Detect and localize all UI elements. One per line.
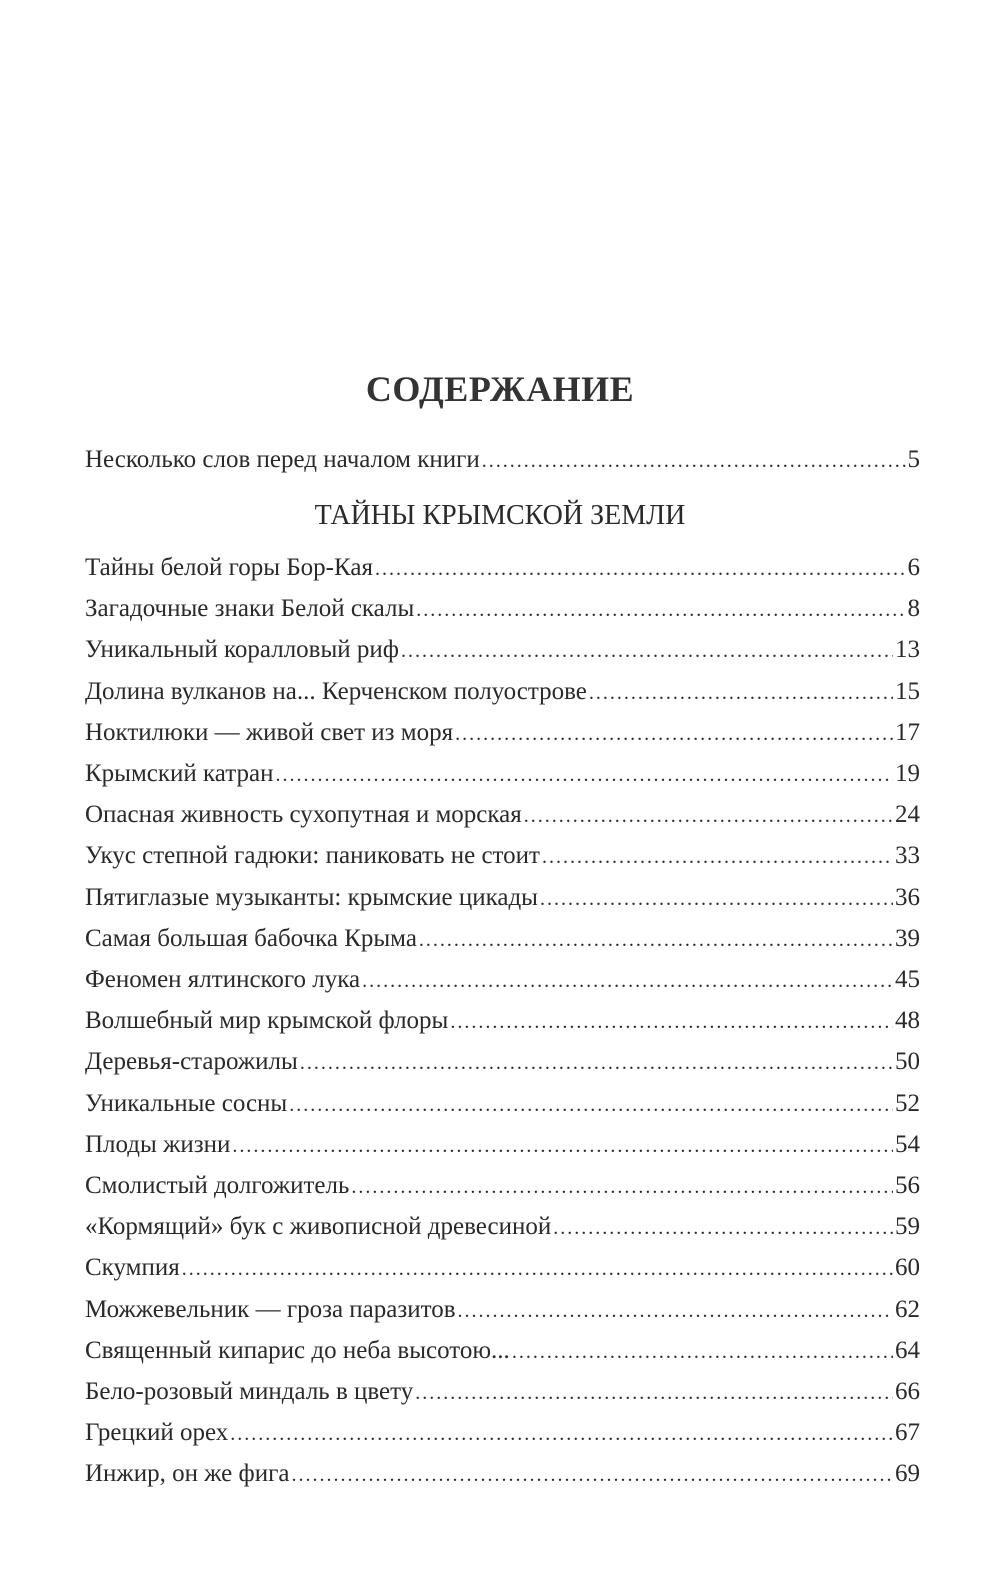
dot-leader bbox=[416, 594, 905, 626]
dot-leader bbox=[482, 445, 906, 477]
dot-leader bbox=[553, 1212, 893, 1244]
toc-entry-page: 62 bbox=[895, 1295, 920, 1323]
toc-entry[interactable] bbox=[85, 634, 920, 666]
toc-entry-label: Самая большая бабочка Крыма bbox=[85, 924, 417, 952]
toc-entry-label: Скумпия bbox=[85, 1254, 180, 1282]
section-heading: ТАЙНЫ КРЫМСКОЙ ЗЕМЛИ bbox=[314, 500, 686, 531]
dot-leader bbox=[415, 1377, 893, 1409]
toc-entry[interactable] bbox=[85, 717, 920, 749]
toc-entry-intro[interactable] bbox=[85, 444, 920, 476]
toc-entry-page: 19 bbox=[895, 760, 920, 787]
toc-entry-label: Тайны белой горы Бор-Кая bbox=[85, 554, 373, 581]
toc-entry-page: 60 bbox=[895, 1254, 920, 1282]
toc-entry[interactable] bbox=[85, 1088, 920, 1120]
toc-entry-label: Уникальные сосны bbox=[85, 1089, 288, 1117]
toc-entry-page: 15 bbox=[895, 677, 920, 705]
dot-leader bbox=[230, 1418, 893, 1450]
dot-leader bbox=[512, 1336, 893, 1368]
toc-entry-label: «Кормящий» бук с живописной древесиной bbox=[85, 1213, 552, 1241]
toc-entry-label: Плоды жизни bbox=[85, 1130, 231, 1158]
toc-entry-page: 33 bbox=[895, 842, 920, 870]
toc-entry-page: 39 bbox=[895, 924, 920, 952]
toc-entry[interactable] bbox=[85, 882, 920, 914]
page-title: СОДЕРЖАНИЕ bbox=[365, 369, 635, 409]
toc-entry-page: 64 bbox=[895, 1336, 920, 1364]
toc-entry[interactable] bbox=[85, 1294, 920, 1326]
toc-entry[interactable] bbox=[85, 923, 920, 955]
dot-leader bbox=[542, 841, 893, 873]
toc-entry-label: Грецкий орех bbox=[85, 1419, 229, 1447]
toc-entry-label: Волшебный мир крымской флоры bbox=[85, 1007, 449, 1035]
toc-entry[interactable] bbox=[85, 1211, 920, 1243]
toc-entry-label: Священный кипарис до неба высотою... bbox=[85, 1336, 510, 1364]
toc-entry-label: Бело-розовый миндаль в цвету bbox=[85, 1378, 414, 1405]
dot-leader bbox=[300, 1047, 893, 1079]
toc-entry[interactable] bbox=[85, 552, 920, 584]
toc-entry-page: 50 bbox=[895, 1048, 920, 1076]
dot-leader bbox=[289, 1089, 893, 1121]
toc-entry-label: Ноктилюки — живой свет из моря bbox=[85, 718, 454, 746]
toc-entry-page: 36 bbox=[895, 883, 920, 911]
toc-entry-page: 66 bbox=[895, 1378, 920, 1405]
toc-entry[interactable] bbox=[85, 1046, 920, 1078]
toc-entry-label: Феномен ялтинского лука bbox=[85, 966, 361, 993]
toc-entry-label: Деревья-старожилы bbox=[85, 1048, 298, 1076]
toc-entry-page: 17 bbox=[895, 718, 920, 746]
toc-entry-label: Несколько слов перед началом книги bbox=[85, 446, 480, 473]
toc-entry-label: Можжевельник — гроза паразитов bbox=[85, 1295, 456, 1323]
toc-entry-page: 8 bbox=[907, 595, 920, 623]
toc-entry-page: 5 bbox=[907, 446, 920, 473]
toc-entry-page: 13 bbox=[895, 636, 920, 664]
toc-entry-label: Пятиглазые музыканты: крымские цикады bbox=[85, 883, 538, 911]
dot-leader bbox=[419, 924, 893, 956]
toc-entry[interactable] bbox=[85, 758, 920, 790]
dot-leader bbox=[291, 1459, 893, 1491]
toc-entry-label: Долина вулканов на... Керченском полуострове bbox=[85, 677, 587, 705]
toc-entry-page: 45 bbox=[895, 966, 920, 993]
toc-entry-label: Загадочные знаки Белой скалы bbox=[85, 595, 415, 623]
toc-entry-page: 59 bbox=[895, 1213, 920, 1241]
dot-leader bbox=[182, 1253, 893, 1285]
toc-entry-page: 24 bbox=[895, 801, 920, 829]
toc-entry-label: Смолистый долгожитель bbox=[85, 1172, 350, 1199]
toc-entry-label: Крымский катран bbox=[85, 760, 274, 787]
dot-leader bbox=[540, 883, 893, 915]
toc-entry-label: Укус степной гадюки: паниковать не стоит bbox=[85, 842, 540, 870]
dot-leader bbox=[362, 965, 893, 997]
toc-entry-label: Опасная живность сухопутная и морская bbox=[85, 801, 522, 829]
dot-leader bbox=[450, 1006, 893, 1038]
toc-entry-page: 6 bbox=[907, 554, 920, 581]
toc-entry-label: Инжир, он же фига bbox=[85, 1460, 290, 1488]
toc-entry-page: 54 bbox=[895, 1130, 920, 1158]
toc-entry-page: 48 bbox=[895, 1007, 920, 1035]
toc-entry[interactable] bbox=[85, 1005, 920, 1037]
toc-entry[interactable] bbox=[85, 1458, 920, 1490]
dot-leader bbox=[458, 1295, 893, 1327]
toc-entry[interactable] bbox=[85, 1335, 920, 1367]
dot-leader bbox=[524, 800, 893, 832]
dot-leader bbox=[375, 553, 906, 585]
toc-entry[interactable] bbox=[85, 840, 920, 872]
toc-entry-page: 56 bbox=[895, 1172, 920, 1199]
dot-leader bbox=[232, 1130, 893, 1162]
toc-entry[interactable] bbox=[85, 676, 920, 708]
toc-entry[interactable] bbox=[85, 799, 920, 831]
toc-entry[interactable] bbox=[85, 964, 920, 996]
dot-leader bbox=[589, 677, 893, 709]
dot-leader bbox=[401, 635, 893, 667]
toc-entry-page: 52 bbox=[895, 1089, 920, 1117]
toc-entry[interactable] bbox=[85, 593, 920, 625]
toc-entry[interactable] bbox=[85, 1129, 920, 1161]
toc-entry-label: Уникальный коралловый риф bbox=[85, 636, 399, 664]
toc-entry[interactable] bbox=[85, 1417, 920, 1449]
toc-entry-page: 69 bbox=[895, 1460, 920, 1488]
toc-entry[interactable] bbox=[85, 1252, 920, 1284]
toc-entry-page: 67 bbox=[895, 1419, 920, 1447]
toc-entry[interactable] bbox=[85, 1170, 920, 1202]
toc-entry[interactable] bbox=[85, 1376, 920, 1408]
dot-leader bbox=[351, 1171, 893, 1203]
dot-leader bbox=[455, 718, 893, 750]
dot-leader bbox=[275, 759, 893, 791]
